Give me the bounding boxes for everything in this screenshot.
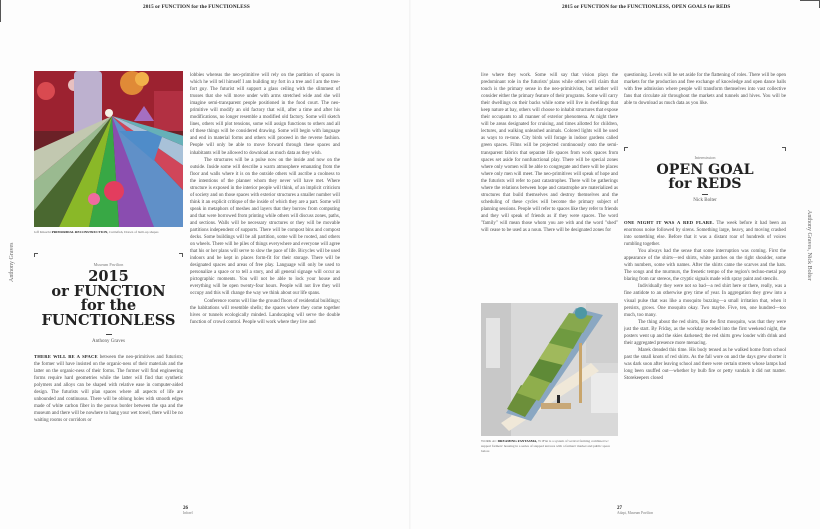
right-page (410, 0, 820, 529)
crop-mark (0, 0, 1, 22)
photo-caption-right (481, 439, 618, 453)
article-paragraph: Marek dreaded this time. His body tensed as he walked home from school past the small knots of red shirts. As the fall wore on and the days grew shorter it was dark soon after leaving school and there were certain streets whose lamps had long been snuffed out—whether by bulb fire or petty vandals it did not matter. Storekeepers closed (624, 347, 786, 382)
article-paragraph: live where they work. Some will say that vision plays the predominant role in the futurists' plans while others will claim that touch is the primary sense in the neo-primitivists, but neither will consider either the primary feature of their programs. Some will carry their dwellings on their backs while some will live in dwellings that keep nature at bay, others will choose to inhabit structures that expose their occupants to all manner of exterior phenomena. At night there will be areas designated for cruising, and times allotted for children, lectures, and walking unleashed animals. Colored lights will be used as ways to re-tone. City birds will forage in indoor gardens called green spaces. Films will be projected continuously onto the semi-transparent fabrics that separate life spaces from work spaces from spaces set aside for nonfunctional play. There will be special zones where only women will be able to congregate and there will be places where only men will meet. The neo-primitives will speak of hope and the futurists will refer to past catastrophes. There will be gatherings where the relations between hope and catastrophe are materialized as structures that build themselves and destroy themselves and the scheduling of these cycles will become the primary subject of planning sessions. People will refer to spaces like they refer to friends and they will speak of friends as if they were spaces. The word "family" will mean those whom you are with and the word "shed" will cease to be used as a noun. There will be designated zones for (481, 73, 618, 234)
article-column-5 (624, 219, 786, 471)
article-title (624, 163, 786, 191)
article-column-2 (190, 72, 340, 470)
article-paragraph: questioning. Levels will be set aside for the flattening of roles. There will be open markets for the production and free exchange of knowledge and open dance halls with free admission where people will transform themselves into vast collective fans that circulate air throughout the markets and tunnels and hives. You will be able to download as much data as you like. (624, 73, 786, 107)
article-paragraph (624, 219, 786, 248)
article-column-3 (481, 72, 618, 302)
article-paragraph: Conference rooms will line the ground floors of residential buildings; the habitations will resemble shells; the spaces where they come together hives or tunnels ecologically minded. Landscaping will serve the double function of crowd control. People will work where they live and (190, 298, 340, 325)
title-line: 2015 (88, 268, 129, 285)
title-line: FUNCTIONLESS (41, 311, 176, 329)
title-line: for the (80, 297, 137, 315)
photo-caption-left (34, 230, 183, 235)
caption-detail: Cuttlefish, Drawn of built-up shapes (109, 230, 159, 234)
article-byline: Anthony Graves (92, 339, 125, 345)
title-line: for REDS (668, 176, 742, 193)
article-paragraph (34, 353, 183, 424)
article-title (34, 270, 183, 328)
folio-section: Adapt, Museum Pavilion (617, 511, 654, 515)
article-paragraph: lobbies whereas the neo-primitive will rely on the partition of spaces in which he will tell himself I am building my fort in a tree and I am the tree-fort guy. The futurist will support a glass ceiling with the slimmest of trusses that she will move under with arms stretched wide and she will imagine semi-transparent people positioned in the food court. The neo-primitive will modify an old factory that will, after a time and after his modifications, no longer resemble a modified old factory. Some will sketch lines, others will plot tensions, some will assign functions to others and all of these things will be considered drawing. Some will begin with language and end in material forms and others will proceed in the reverse fashion. People will only be able to move forward through these spaces and inhabitants will be allowed to download as much data as they wish. (190, 73, 340, 156)
frame-corner-mark (34, 253, 35, 257)
page-folio-left (183, 506, 193, 516)
lead-in: THERE WILL BE A SPACE (34, 354, 98, 359)
running-head-left: 2015 or FUNCTION for the FUNCTIONLESS (143, 4, 250, 10)
article-kicker: Museum Pavilion (93, 262, 124, 267)
vertical-farm-image (481, 303, 618, 436)
caption-artist: WORK AC (481, 439, 497, 443)
title-line: or FUNCTION (51, 282, 166, 300)
paragraph-text: between the neo-primitives and futurists; the former will have insisted on the organic-ness of their materials and the latter on the organic-ness of their forms. The former will find engineering forms require hard geometries while the latter will find that synthetic polymers and alloys can be shaped with relative ease in computer-aided design. The futurists will plan spaces where all aspects of life are unbounded and continuous. There will be oblong holes with smooth edges made of white carbon fiber in the porous border between the spa and the museum and there will be nowhere to hang your wet towel, there will be no waiting rooms or corridors or (34, 355, 183, 424)
frame-corner-mark (182, 253, 183, 257)
article-title-block-2 (624, 155, 786, 203)
article-byline: Nick Bolter (693, 198, 717, 204)
article-column-1 (34, 353, 183, 453)
caption-artist: Jeff Kikuchi (34, 230, 51, 234)
title-line: OPEN GOAL (656, 162, 754, 178)
title-divider (106, 334, 112, 335)
side-author-label-left: Anthony Graves (9, 242, 15, 282)
article-column-4 (624, 72, 786, 132)
page-folio-right (617, 506, 653, 516)
side-author-label-right: Anthony Graves, Nick Bolter (806, 210, 812, 281)
caption-title: DREAMING FANTASMA, (497, 439, 538, 443)
article-paragraph: You always had the sense that some interruption was coming. First the appearance of the shirts—red shirts, white patches on the right shoulder, some with numbers, some with names. After the shirts came the scarves and the hats. The songs and the murmurs, the frenetic tempo of the region's techno-metal pop blaring from car stereos, the cryptic signals made with spray paint and stencils. (624, 249, 786, 283)
article-paragraph: The thing about the red shirts, like the first mosquito, was that they were just the start. By Friday, as the workday receded into the first weekend night, the posters went up and the skies darkened; the red shirts grew louder with drink and their aggregated presence more menacing. (624, 319, 786, 346)
caption-detail: W1Flat is a system of vertical farming combined w/ support farmers' housing in a series of stepped terraces with a farmers' market and public space below. (481, 439, 610, 453)
article-paragraph: The structures will be a pulse now on the inside and now on the outside. Inside some will describe a warm atmosphere emanating from the floor and walls where it is on the outside others will ascribe a coolness to the intentions of the planner whom they never will have met. Where structure is exposed in the interior people will think, of an implicit criticism of society and on those spaces with exterior structures a smaller number will think it an explicit critique of the inside of which they are a part. Some will speak in metaphors of meshes and layers that they borrow from computing and that were borrowed from printing while others will discuss zones, paths, and sections. Walls will be necessary structures or they will be movable partitions independent of supports. There will be compost bins and compost decks. Some buildings will be all partition, some will be rooted, and others on wheels. There will be piles of things everywhere and everyone will agree that his or her plans will serve to slow the pace of life. Bicycles will be used indoors and be kept in places form-fit for their storage. There will be designated spaces and areas of free play. Language will only be used to personalize a space or to tell a story, and all general signage will occur as pictographic moments. You will not be able to lock your house and everything will be open twenty-four hours. People will not live they will occupy and this will change the way we think about our life spans. (190, 157, 340, 297)
page-number: 26 (183, 506, 188, 511)
caption-title: PRIMORDIAL RECONSTRUCTION, (51, 230, 109, 234)
article-paragraph: Individually they were not so bad—a red shirt here or there, really, was a fine antidote to an otherwise grey time of year. In aggregation they grew into a visual pulse that was like a mosquito buzzing—a small irritation that, when it persists, grows. One mosquito okay. Two maybe. Five, ten, one hundred—too much, too many. (624, 284, 786, 318)
lead-in: ONE NIGHT IT WAS A RED FLARE. (624, 220, 714, 225)
frame-corner-mark (785, 147, 786, 151)
crop-mark (800, 0, 820, 1)
title-divider (702, 194, 708, 195)
collage-artwork-image (34, 71, 183, 227)
paragraph-text: The week before it had been an enormous noise followed by sirens. Something large, heavy, and moving crashed into something else. Before that it was a distant roar of hundreds of voices rumbling together. (624, 221, 786, 248)
running-head-right: 2015 or FUNCTION for the FUNCTIONLESS, OPEN GOALS for REDS (562, 4, 731, 10)
frame-corner-mark (624, 147, 625, 151)
collage-artwork-photo (34, 71, 183, 227)
vertical-farm-rendering-photo (481, 303, 618, 436)
folio-section: Infrael (183, 511, 193, 515)
article-title-block (34, 262, 183, 344)
article-kicker: Intermission (694, 155, 716, 160)
page-number: 27 (617, 506, 622, 511)
